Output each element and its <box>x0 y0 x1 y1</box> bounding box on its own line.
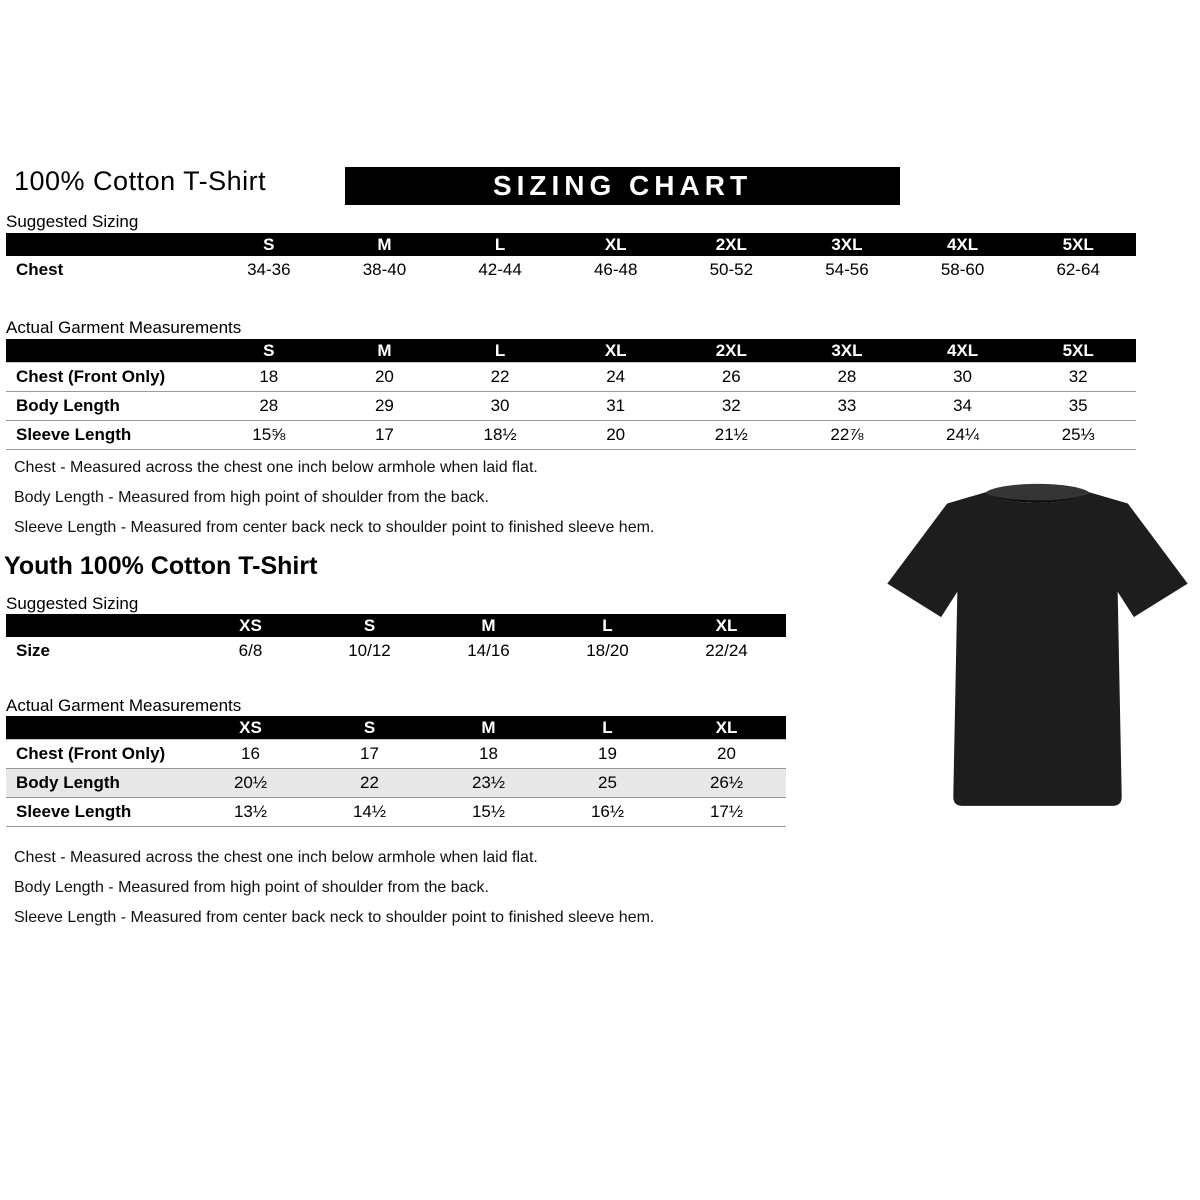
tshirt-body <box>887 492 1187 806</box>
column-header <box>6 233 211 256</box>
column-header: 5XL <box>1020 339 1136 363</box>
table-cell: 54-56 <box>825 260 869 279</box>
youth-title: Youth 100% Cotton T-Shirt <box>4 552 318 580</box>
table-cell: 20 <box>717 744 736 763</box>
row-label: Sleeve Length <box>16 802 132 821</box>
column-header: XS <box>191 716 310 740</box>
adult-suggested-table <box>6 233 1136 284</box>
table-cell: 26 <box>721 367 741 386</box>
note-body-length: Body Length - Measured from high point of shoulder from the back. <box>14 489 489 506</box>
table-cell: 34 <box>953 396 973 415</box>
column-header: S <box>211 339 327 363</box>
table-cell: 30 <box>953 367 973 386</box>
row-label: Body Length <box>16 773 120 792</box>
table-cell: 18 <box>259 367 279 386</box>
table-cell: 10/12 <box>348 641 391 660</box>
table-row <box>6 256 1136 284</box>
column-header <box>6 716 191 740</box>
youth-suggested-table <box>6 614 786 665</box>
column-header: XS <box>191 614 310 637</box>
table-header-row <box>6 716 786 740</box>
table-cell: 25⅓ <box>1061 425 1095 444</box>
youth-suggested-label: Suggested Sizing <box>6 594 139 613</box>
table-header-row <box>6 233 1136 256</box>
table-cell: 32 <box>1068 367 1088 386</box>
column-header <box>6 339 211 363</box>
sizing-chart-banner: SIZING CHART <box>345 167 900 205</box>
note-sleeve-length: Sleeve Length - Measured from center back neck to shoulder point to finished sleeve hem. <box>14 519 655 536</box>
table-cell: 58-60 <box>940 260 985 279</box>
adult-actual-table <box>6 339 1136 450</box>
youth-actual-label: Actual Garment Measurements <box>6 696 242 715</box>
table-cell: 20 <box>374 367 394 386</box>
table-cell: 28 <box>259 396 279 415</box>
table-cell: 31 <box>606 396 626 415</box>
table-cell: 21½ <box>714 425 748 444</box>
column-header: 3XL <box>789 233 905 256</box>
table-cell: 24¼ <box>946 425 980 444</box>
column-header: M <box>429 716 548 740</box>
column-header: 2XL <box>674 339 790 363</box>
table-cell: 15½ <box>471 802 506 821</box>
table-cell: 30 <box>490 396 510 415</box>
row-label: Body Length <box>16 396 120 415</box>
table-cell: 17 <box>374 425 394 444</box>
note-body-length: Body Length - Measured from high point of shoulder from the back. <box>14 879 489 896</box>
column-header: 4XL <box>905 233 1021 256</box>
table-cell: 22⅞ <box>830 425 864 444</box>
table-cell: 26½ <box>709 773 744 792</box>
table-cell: 18½ <box>483 425 517 444</box>
table-cell: 16½ <box>590 802 625 821</box>
note-chest: Chest - Measured across the chest one inch below armhole when laid flat. <box>14 459 538 476</box>
column-header: 4XL <box>905 339 1021 363</box>
column-header: M <box>327 339 443 363</box>
table-cell: 25 <box>598 773 617 792</box>
row-label: Chest (Front Only) <box>16 367 166 386</box>
column-header: XL <box>667 716 786 740</box>
table-cell: 19 <box>598 744 617 763</box>
column-header: L <box>442 233 558 256</box>
table-header-row <box>6 614 786 637</box>
column-header: S <box>310 614 429 637</box>
table-cell: 20½ <box>233 773 268 792</box>
note-chest: Chest - Measured across the chest one inch below armhole when laid flat. <box>14 849 538 866</box>
column-header: M <box>327 233 443 256</box>
table-cell: 23½ <box>471 773 506 792</box>
table-cell: 16 <box>241 744 260 763</box>
table-cell: 22/24 <box>705 641 748 660</box>
column-header: M <box>429 614 548 637</box>
table-cell: 22 <box>490 367 510 386</box>
table-cell: 28 <box>837 367 857 386</box>
table-cell: 33 <box>837 396 857 415</box>
table-cell: 18 <box>479 744 498 763</box>
table-row <box>6 798 786 827</box>
column-header: S <box>310 716 429 740</box>
table-cell: 38-40 <box>362 260 407 279</box>
column-header: 2XL <box>674 233 790 256</box>
table-cell: 18/20 <box>586 641 629 660</box>
column-header: L <box>442 339 558 363</box>
table-cell: 46-48 <box>593 260 638 279</box>
column-header: XL <box>667 614 786 637</box>
row-label: Chest <box>16 260 64 279</box>
column-header: S <box>211 233 327 256</box>
table-cell: 62-64 <box>1056 260 1100 279</box>
table-cell: 32 <box>721 396 741 415</box>
table-row <box>6 637 786 665</box>
table-cell: 35 <box>1068 396 1088 415</box>
table-cell: 50-52 <box>709 260 754 279</box>
column-header: L <box>548 614 667 637</box>
youth-actual-table <box>6 716 786 827</box>
table-cell: 14/16 <box>467 641 510 660</box>
table-cell: 14½ <box>352 802 387 821</box>
table-cell: 13½ <box>233 802 268 821</box>
table-cell: 20 <box>606 425 626 444</box>
page-title: 100% Cotton T-Shirt <box>14 166 267 196</box>
table-cell: 17½ <box>709 802 744 821</box>
column-header: 3XL <box>789 339 905 363</box>
column-header <box>6 614 191 637</box>
table-cell: 42-44 <box>478 260 522 279</box>
table-row <box>6 740 786 769</box>
adult-suggested-label: Suggested Sizing <box>6 212 139 231</box>
table-row <box>6 421 1136 450</box>
row-label: Chest (Front Only) <box>16 744 166 763</box>
table-cell: 34-36 <box>247 260 291 279</box>
adult-notes <box>14 453 654 543</box>
table-cell: 6/8 <box>238 641 263 660</box>
note-sleeve-length: Sleeve Length - Measured from center back neck to shoulder point to finished sleeve hem. <box>14 909 655 926</box>
column-header: 5XL <box>1020 233 1136 256</box>
table-row <box>6 769 786 798</box>
row-label: Size <box>16 641 51 660</box>
table-row <box>6 392 1136 421</box>
table-cell: 22 <box>360 773 379 792</box>
table-cell: 15⅝ <box>252 425 286 444</box>
column-header: XL <box>558 233 674 256</box>
column-header: XL <box>558 339 674 363</box>
table-cell: 29 <box>374 396 394 415</box>
youth-notes <box>14 843 654 933</box>
tshirt-image <box>885 472 1190 817</box>
column-header: L <box>548 716 667 740</box>
table-row <box>6 363 1136 392</box>
row-label: Sleeve Length <box>16 425 132 444</box>
adult-actual-label: Actual Garment Measurements <box>6 318 242 337</box>
table-header-row <box>6 339 1136 363</box>
table-cell: 24 <box>606 367 626 386</box>
table-cell: 17 <box>360 744 379 763</box>
